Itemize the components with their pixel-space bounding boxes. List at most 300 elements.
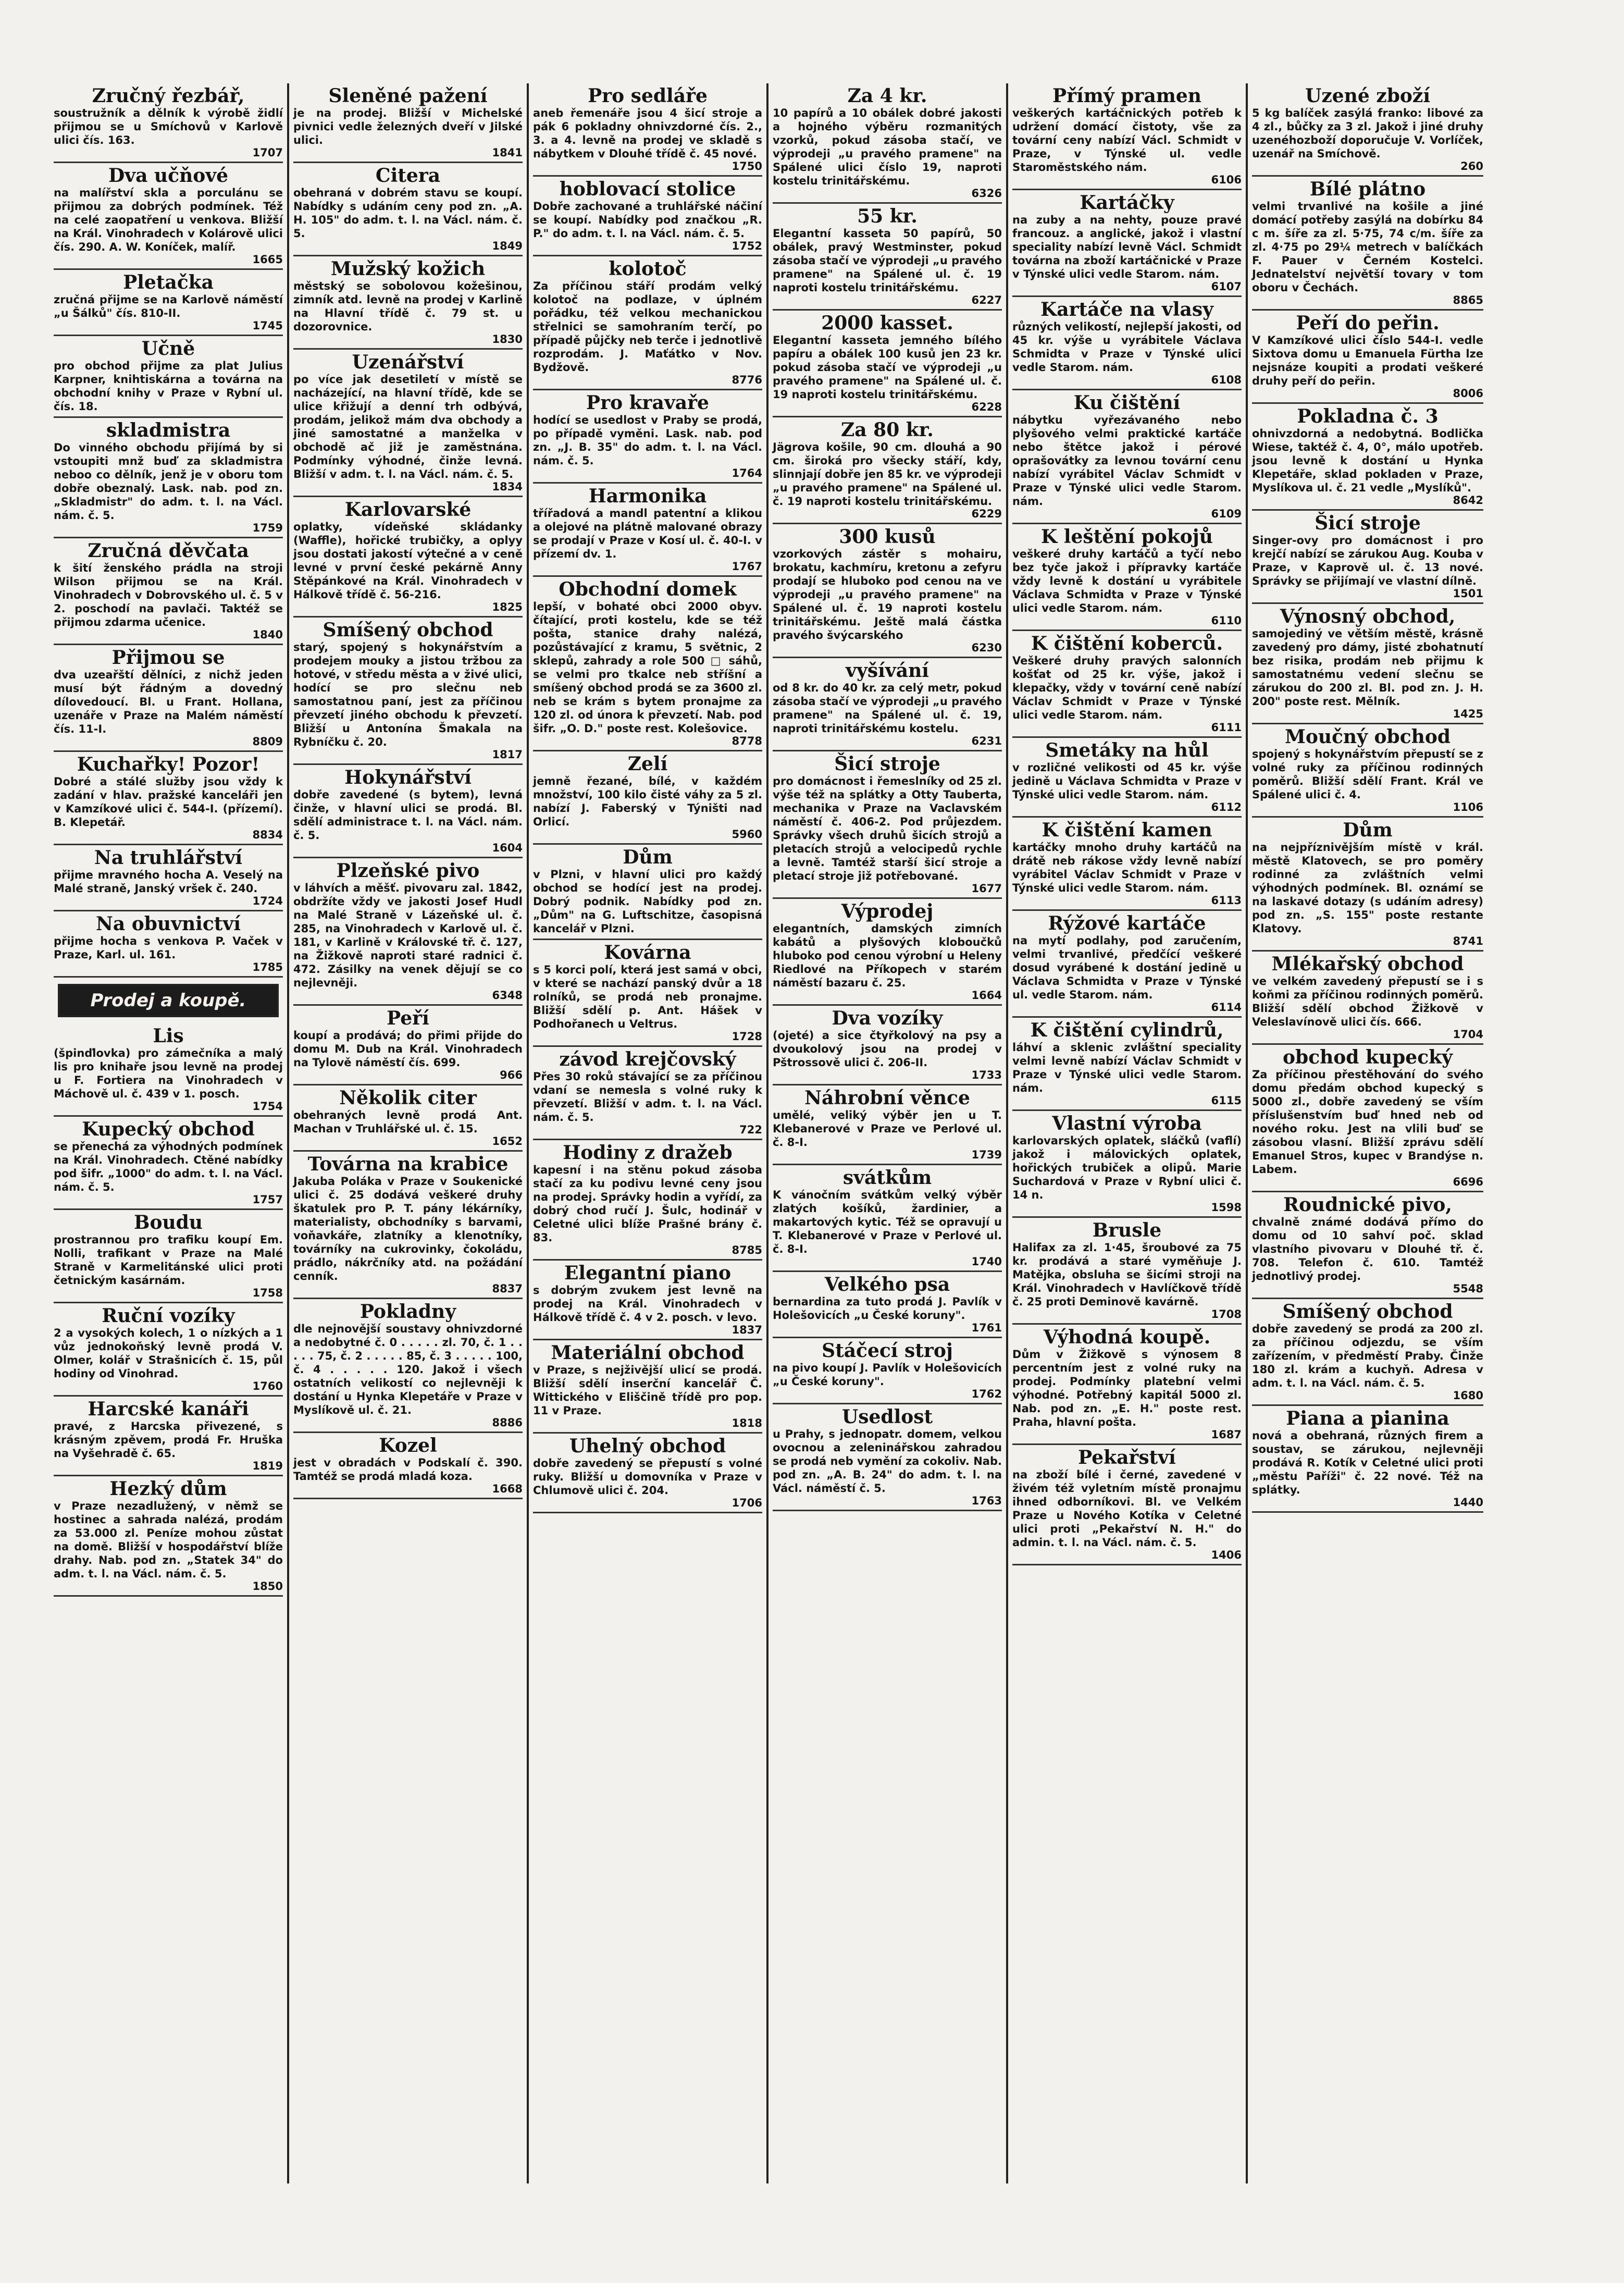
ad-number: 1849: [492, 240, 523, 252]
ad-number: 6106: [1211, 174, 1242, 186]
ad-number: 1754: [252, 1100, 283, 1113]
ad-title: Smetáky na hůl: [1045, 739, 1209, 761]
ad-text: Elegantní kasseta 50 papírů, 50 obálek, pravý Westminster, pokud zásoba stačí ve výprodeji „u pravého pramene" na Spálené ul. č. 19 naproti kostelu trinitářskému.: [773, 227, 1002, 294]
classified-ad: [773, 417, 1002, 524]
ad-number: 1665: [252, 253, 283, 266]
ad-text: pro domácnost i řemeslníky od 25 zl. výše též na splátky a Otty Tauberta, mechanika v Praze na Vaclavském náměstí č. 406-2. Pod průjezdem. Správky všech druhů šicích strojů a pletacích strojů a velocipedů rychle a levně. Tamtéž starší šicí stroje a pletací stroje již potřebované.: [773, 775, 1002, 882]
ad-text: různých velikostí, nejlepší jakosti, od 45 kr. výše u vyrábitele Václava Schmidta v Praze v Týnské ulici vedle Starom. nám.: [1012, 320, 1242, 374]
ad-number: 5960: [732, 828, 762, 841]
classified-ad: [533, 845, 762, 940]
ad-number: 1740: [971, 1255, 1002, 1268]
ad-number: 1739: [971, 1149, 1002, 1161]
ad-title: skladmistra: [106, 419, 231, 441]
ad-number: 1817: [492, 748, 523, 761]
classified-ad: [533, 751, 762, 845]
ad-title: hoblovací stolice: [559, 178, 736, 200]
ad-number: 1819: [252, 1460, 283, 1472]
ad-title: Hezký dům: [109, 1478, 227, 1500]
ad-text: Singer-ovy pro domácnost i pro krejčí nabízí se zárukou Aug. Kouba v Praze, v Kaprově ul. č. 13 nové. Správky se přijímají ve vlastní dílně.: [1252, 534, 1483, 587]
classified-ad: [773, 751, 1002, 899]
ad-title: Plzeňské pivo: [336, 860, 480, 882]
ad-title: Továrna na krabice: [307, 1153, 509, 1175]
ad-title: Přijmou se: [111, 647, 225, 669]
classified-ad: [1012, 1445, 1242, 1565]
ad-text: s 5 korci polí, která jest samá v obci, v které se nachází panský dvůr a 18 rolníků, se prodá neb pronajme. Bližší sdělí p. Ant. Hášek v Podhořanech u Veltrus.: [533, 964, 762, 1030]
ad-text: starý, spojený s hokynářstvím a prodejem mouky a jistou tržbou za hotové, v středu města a v živé ulici, hodící se pro slečnu neb samostatnou paní, jest za příčinou převzetí jiného obchodu k převzetí. Bližší u Antonína Šmakala na Rybníčku č. 20.: [293, 641, 523, 748]
ad-number: 1425: [1453, 708, 1483, 720]
ad-number: 6114: [1211, 1001, 1242, 1014]
ad-text: hodící se usedlost v Praby se prodá, po případě vyměni. Lask. nab. pod zn. „J. B. 35" do adm. t. l. na Václ. nám. č. 5.: [533, 414, 762, 467]
ad-number: 1840: [252, 628, 283, 641]
classified-ad: [533, 484, 762, 577]
ad-title: Dva vozíky: [832, 1007, 943, 1029]
ad-number: 1677: [971, 882, 1002, 895]
ad-number: 1750: [732, 160, 762, 172]
classified-ad: [293, 497, 523, 618]
ad-text: Halifax za zl. 1·45, šroubové za 75 kr. prodává a staré vyměňuje J. Matějka, obsluha se šicími stroji na Král. Vinohradech v Havlíčkově třídě č. 25 proti Deminově kavárně.: [1012, 1241, 1242, 1308]
classified-ad: [533, 83, 762, 177]
classified-ad: [1252, 83, 1483, 177]
ad-title: Materiální obchod: [551, 1342, 745, 1364]
ad-text: dobře zavedené (s bytem), levná činže, v hlavní ulici se prodá. Bl. sdělí administrace t. l. na Václ. nám. č. 5.: [293, 788, 523, 842]
ad-number: 6348: [492, 989, 523, 1002]
classified-ad: [1252, 1406, 1483, 1513]
classified-ad: [533, 1047, 762, 1140]
classified-ad: [293, 83, 523, 163]
ad-number: 6227: [971, 294, 1002, 306]
ad-text: velmi trvanlivé na košile a jiné domácí potřeby zasýlá na dobírku 84 c m. šíře za zl. 5·75, 74 c/m. šíře za zl. 4·75 po 29¼ metrech v balíčkách F. Pauer v Černém Kostelci. Jednatelství největší tovary v tom oboru v Čechách.: [1252, 200, 1483, 294]
ad-title: Lis: [153, 1025, 184, 1047]
ad-title: Bílé plátno: [1309, 178, 1426, 200]
ad-number: 966: [500, 1069, 523, 1081]
classified-ad: [1252, 311, 1483, 404]
ad-text: (ojeté) a sice čtyřkolový na psy a dvoukolový jsou na prodej v Pštrossově ulici č. 206-II.: [773, 1029, 1002, 1069]
ad-text: s dobrým zvukem jest levně na prodej na Král. Vinohradech v Hálkově třídě č. 4 v 2. posch. v levo.: [533, 1284, 762, 1324]
ad-number: 1763: [971, 1495, 1002, 1507]
ad-text: láhví a sklenic zvláštní speciality velmi levně nabízí Václav Schmidt v Praze v Týnské ulici vedle Starom. nám.: [1012, 1041, 1242, 1094]
ad-title: Pokladny: [359, 1301, 456, 1323]
ad-text: samojediný ve větším městě, krásně zavedený pro dámy, jisté zbohatnutí bez risika, prodám neb přijmu k samostatnému vedení slečnu se zárukou do 200 zl. Bl. pod zn. J. H. 200" poste rest. Mělník.: [1252, 627, 1483, 708]
classified-ad: [54, 1397, 283, 1476]
ad-number: 1825: [492, 601, 523, 613]
ad-title: Vlastní výroba: [1052, 1113, 1202, 1134]
classified-ad: [1012, 818, 1242, 911]
ad-number: 1818: [732, 1417, 762, 1429]
ad-text: elegantních, damských zimních kabátů a plyšových kloboučků hluboko pod cenou výrobní u Heleny Riedlové na Příkopech v starém náměstí bazaru č. 25.: [773, 922, 1002, 989]
classified-ad: [54, 1210, 283, 1303]
classified-ad: [1252, 1045, 1483, 1192]
ad-title: Usedlost: [841, 1406, 933, 1428]
classified-ad: [773, 1272, 1002, 1338]
classified-ad: [773, 899, 1002, 1006]
ad-title: Přímý pramen: [1052, 85, 1201, 107]
ad-text: nábytku vyřezávaného nebo plyšového velmi praktické kartáče nebo štětce jakož i pérové oprašovátky za levnou tovární cenu nabízí vyrábitel Václav Schmidt v Praze v Týnské ulici vedle Starom. nám.: [1012, 414, 1242, 508]
ad-number: 8741: [1453, 935, 1483, 947]
ad-text: vzorkových zástěr s mohairu, brokatu, kachmíru, kretonu a zefyru prodají se hluboko pod cenou na ve výprodeji „u pravého pramene" na Spálené ul. č. 19 naproti kostelu trinitářskému. Ještě malá částka pravého švýcarského: [773, 548, 1002, 641]
ad-title: závod krejčovský: [559, 1048, 736, 1070]
ad-title: Výnosný obchod,: [1280, 606, 1456, 627]
classified-ad: [293, 1433, 523, 1499]
ad-number: 6111: [1211, 721, 1242, 734]
ad-text: kapesní i na stěnu pokud zásoba stačí za ku podivu levné ceny jsou na prodej. Správky hodin a vyřídí, za dobrý chod ručí J. Šulc, hodinář v Celetné ulici blíže Prašné brány č. 83.: [533, 1164, 762, 1244]
ad-number: 6229: [971, 508, 1002, 520]
ad-number: 260: [1460, 160, 1483, 172]
classified-ad: [533, 1340, 762, 1434]
classified-ad: [1252, 604, 1483, 724]
classified-ad: [1012, 738, 1242, 818]
ad-title: Na truhlářství: [94, 847, 243, 869]
ad-text: pro obchod přijme za plat Julius Karpner, knihtiskárna a továrna na obchodní knihy v Praze v Rybní ul. čís. 18.: [54, 360, 283, 413]
classified-ad: [1012, 631, 1242, 738]
ad-text: je na prodej. Bližší v Michelské pivnici vedle železných dveří v Jilské ulici.: [293, 107, 523, 146]
classified-ad: [773, 524, 1002, 658]
classified-ad: [54, 645, 283, 752]
ad-number: 8886: [492, 1416, 523, 1429]
classified-ad: [533, 1140, 762, 1261]
ad-title: Citera: [375, 165, 441, 187]
newspaper-page: [49, 83, 1487, 2183]
classified-ad: [54, 1476, 283, 1597]
classified-ad: [773, 1165, 1002, 1272]
column-6: [1248, 83, 1487, 2183]
classified-ad: [54, 538, 283, 645]
ad-text: V Kamzíkové ulici číslo 544-I. vedle Sixtova domu u Emanuela Fürtha lze nejsnáze koupiti a prodati veškeré druhy peří do peřin.: [1252, 334, 1483, 387]
ad-number: 1761: [971, 1322, 1002, 1334]
ad-text: umělé, veliký výběr jen u T. Klebanerové v Praze ve Perlové ul. č. 8-I.: [773, 1109, 1002, 1149]
ad-number: 1850: [252, 1580, 283, 1593]
ad-title: Ku čištění: [1073, 392, 1181, 414]
ad-number: 8785: [732, 1244, 762, 1256]
ad-title: Výprodej: [841, 900, 934, 922]
ad-text: bernardina za tuto prodá J. Pavlík v Holešovicích „u České koruny".: [773, 1295, 1002, 1322]
classified-ad: [1012, 1325, 1242, 1445]
classified-ad: [1252, 952, 1483, 1045]
ad-number: 6107: [1211, 280, 1242, 293]
ad-number: 1664: [971, 989, 1002, 1002]
ad-text: jemně řezané, bílé, v každém množství, 100 kilo čisté váhy za 5 zl. nabízí J. Faberský v Týništi nad Orlicí.: [533, 775, 762, 828]
classified-ad: [54, 336, 283, 418]
ad-title: Na obuvnictví: [95, 913, 241, 935]
ad-text: Dům v Žižkově s výnosem 8 percentním jest z volné ruky na prodej. Podmínky platební velmi výhodné. Potřebný kapitál 5000 zl. Nab. pod zn. „E. H." poste rest. Praha, hlavní pošta.: [1012, 1348, 1242, 1428]
ad-text: Elegantní kasseta jemného bílého papíru a obálek 100 kusů jen 23 kr. pokud zásoba stačí ve výprodeji „u pravého pramene" na Spálené ul. č. 19 naproti kostelu trinitářskému.: [773, 334, 1002, 401]
ad-number: 6115: [1211, 1094, 1242, 1107]
ad-text: dobře zavedený se přepustí s volné ruky. Bližší u domovníka v Praze v Chlumově ulici č. 204.: [533, 1457, 762, 1497]
ad-number: 1708: [1211, 1308, 1242, 1321]
ad-title: Hokynářství: [344, 767, 472, 788]
ad-text: dle nejnovější soustavy ohnivzdorné a nedobytné č. 0 . . . . . zl. 70, č. 1 . . . . . 75, č. 2 . . . . . 85, č. 3 . . . . . 100, č. 4 . . . . . 120. Jakož i všech ostatních velikostí co nejlevněji k dostání u Hynka Klepetáře v Praze v Myslíkově ul. č. 21.: [293, 1323, 523, 1416]
ad-title: Pekařství: [1078, 1447, 1176, 1468]
ad-title: Dům: [1343, 819, 1393, 841]
ad-title: Karlovarské: [344, 499, 472, 521]
ad-number: 1724: [252, 895, 283, 907]
ad-text: na malířství skla a porculánu se přijmou za dobrých podmínek. Též na celé zaopatření u venkova. Bližší na Král. Vinohradech v Kolárově ulici čís. 290. A. W. Koníček, malíř.: [54, 187, 283, 253]
ad-text: třířadová a mandl patentní a klikou a olejové na plátně malované obrazy se prodají v Praze v Kosí ul. č. 40-I. v přízemí dv. 1.: [533, 507, 762, 560]
classified-ad: [293, 1085, 523, 1152]
ad-text: 2 a vysokých kolech, 1 o nízkých a 1 vůz jednokoňský levně prodá V. Olmer, kolář v Strašnicích č. 15, půl hodiny od Vinohrad.: [54, 1327, 283, 1380]
classified-ad: [773, 1338, 1002, 1404]
ad-text: zručná přijme se na Karlově náměstí „u Šálků" čís. 810-II.: [54, 293, 283, 319]
ad-number: 1440: [1453, 1496, 1483, 1509]
classified-ad: [533, 1434, 762, 1513]
ad-number: 6231: [971, 735, 1002, 747]
ad-text: Do vinného obchodu přijímá by si vstoupiti mnž buď za skladmistra neboo co dělník, jenž je v oboru tom dobře obeznalý. Lask. nab. pod zn. „Skladmistr" do adm. t. l. na Václ. nám. č. 5.: [54, 441, 283, 522]
ad-title: Uzené zboží: [1305, 85, 1431, 107]
classified-ad: [1252, 1192, 1483, 1299]
ad-title: Hodiny z dražeb: [563, 1142, 733, 1164]
ad-title: Kartáčky: [1080, 192, 1174, 214]
classified-ad: [773, 1085, 1002, 1165]
classified-ad: [1252, 404, 1483, 511]
ad-number: 6230: [971, 641, 1002, 654]
ad-title: vyšívání: [846, 660, 929, 682]
ad-number: 1687: [1211, 1428, 1242, 1441]
ad-number: 1758: [252, 1287, 283, 1299]
classified-ad: [1012, 1111, 1242, 1218]
classified-ad: [54, 163, 283, 270]
ad-text: 5 kg balíček zasýlá franko: libové za 4 zl., bůčky za 3 zl. Jakož i jiné druhy uzenéhozboží doporučuje V. Vorlíček, uzenář na Smíchově.: [1252, 107, 1483, 160]
ad-number: 1706: [732, 1497, 762, 1509]
ad-title: Elegantní piano: [564, 1262, 732, 1284]
ad-text: veškeré druhy kartáčů a tyčí nebo bez tyče jakož i přípravky kartáče vždy levně k dostání u vyrábitele Václava Schmidta v Praze v Týnské ulici vedle Starom. nám.: [1012, 548, 1242, 614]
column-2: [289, 83, 529, 2183]
classified-ad: [533, 256, 762, 390]
classified-ad: [1252, 511, 1483, 604]
classified-ad: [1012, 911, 1242, 1018]
ad-number: 8006: [1453, 387, 1483, 400]
ad-text: (špinďlovka) pro zámečníka a malý lis pro knihaře jsou levně na prodej u F. Fortiera na Vinohradech v Máchově ul. č. 439 v 1. posch.: [54, 1047, 283, 1100]
ad-number: 6228: [971, 401, 1002, 413]
ad-text: Za příčinou přestěhování do svého domu předám obchod kupecký s 5000 zl., dobře zavedený se vším příslušenstvím buď hned neb od nového roku. Jest na vlili buď se zásobou vlasní. Bližší zprávu sdělí Emanuel Stros, kupec v Brandýse n. Labem.: [1252, 1068, 1483, 1176]
ad-title: kolotoč: [609, 258, 687, 280]
ad-text: oplatky, vídeňské skládanky (Waffle), hořické trubičky, a oplyy jsou dostati jakostí výtečné a v ceně levné v první české pekárně Anny Stěpánkové na Král. Vinohradech v Hálkově třídě č. 56-216.: [293, 521, 523, 601]
ad-text: Dobře zachované a truhlářské náčiní se koupí. Nabídky pod značkou „R. P." do adm. t. l. na Václ. nám. č. 5.: [533, 200, 762, 240]
ad-number: 1106: [1453, 801, 1483, 813]
ad-title: Zručný řezbář,: [92, 85, 245, 107]
ad-text: v rozličné velikosti od 45 kr. výše jedině u Václava Schmidta v Praze v Týnské ulici vedle Starom. nám.: [1012, 761, 1242, 801]
classified-ad: [533, 940, 762, 1047]
classified-ad: [293, 1006, 523, 1085]
ad-title: K čištění koberců.: [1031, 633, 1223, 655]
ad-number: 1668: [492, 1483, 523, 1495]
classified-ad: [1012, 190, 1242, 297]
ad-title: Harmonika: [588, 485, 707, 507]
ad-title: Pletačka: [123, 272, 214, 293]
ad-text: obehraných levně prodá Ant. Machan v Truhlářské ul. č. 15.: [293, 1109, 523, 1135]
ad-number: 6696: [1453, 1176, 1483, 1188]
ad-number: 8834: [252, 829, 283, 841]
ad-title: Smíšený obchod: [323, 619, 493, 641]
ad-title: Uzenářství: [352, 351, 464, 373]
classified-ad: [54, 845, 283, 911]
ad-text: v Plzni, v hlavní ulici pro každý obchod se hodící jest na prodej. Dobrý podnik. Nabídky pod zn. „Dům" na G. Luftschitze, časopisná kancelář v Plzni.: [533, 868, 762, 935]
ad-number: 8642: [1453, 494, 1483, 507]
ad-title: Pokladna č. 3: [1297, 405, 1439, 427]
ad-number: 6112: [1211, 801, 1242, 813]
classified-ad: [1252, 1299, 1483, 1406]
ad-text: karlovarských oplatek, sláčků (vaflí) jakož i málovických oplatek, hořických trubiček a olipů. Marie Suchardová v Praze v Rybní ulici č. 14 n.: [1012, 1134, 1242, 1201]
ad-number: 1704: [1453, 1028, 1483, 1041]
ad-number: 8865: [1453, 294, 1483, 306]
classified-ad: [293, 858, 523, 1006]
ad-title: Dům: [623, 846, 673, 868]
ad-number: 1728: [732, 1030, 762, 1043]
ad-number: 5548: [1453, 1282, 1483, 1295]
classified-ad: [1012, 524, 1242, 631]
ad-title: Roudnické pivo,: [1283, 1194, 1452, 1216]
ad-number: 1834: [492, 480, 523, 493]
ad-number: 6326: [971, 187, 1002, 200]
ad-title: Výhodná koupě.: [1043, 1326, 1211, 1348]
ad-title: Peří: [387, 1007, 429, 1029]
ad-number: 1760: [252, 1380, 283, 1392]
classified-ad: [54, 83, 283, 163]
ad-text: na zboží bílé i černé, zavedené v živém též vyletním místě pronajmu ihned odborníkovi. Bl. ve Velkém Praze u Nového Kotíka v Celetné ulici proti „Pekařství N. H." do admin. t. l. na Václ. nám. č. 5.: [1012, 1468, 1242, 1549]
ad-number: 722: [739, 1124, 762, 1136]
ad-title: K leštění pokojů: [1041, 526, 1213, 548]
classified-ad: [773, 83, 1002, 204]
ad-text: nová a obehraná, různých firem a soustav, se zárukou, nejlevněji prodává R. Kotík v Celetné ulici proti „městu Paříži" č. 22 nové. Též na splátky.: [1252, 1429, 1483, 1496]
classified-ad: [54, 752, 283, 845]
ad-title: Za 80 kr.: [841, 419, 934, 441]
classified-ad: [1012, 1018, 1242, 1111]
ad-text: Za příčinou stáří prodám velký kolotoč na podlaze, v úplném pořádku, též velkou mechanickou střelnici se samohraním terčí, po případě půjčky neb terče i jednotlivě rozprodám. J. Maťátko v Nov. Bydžově.: [533, 280, 762, 374]
ad-title: svátkům: [842, 1167, 932, 1189]
ad-title: Mlékařský obchod: [1271, 953, 1464, 975]
classified-ad: [773, 1404, 1002, 1511]
classified-ad: [54, 1117, 283, 1210]
ad-title: 55 kr.: [857, 205, 918, 227]
ad-number: 6108: [1211, 374, 1242, 386]
classified-ad: [1012, 1218, 1242, 1325]
ad-number: 1598: [1211, 1201, 1242, 1214]
ad-text: k šití ženského prádla na stroji Wilson přijmou se na Král. Vinohradech v Dobrovského ul. č. 5 v 2. poschodí na pavlači. Taktéž se přijmou zdarma učenice.: [54, 562, 283, 628]
ad-number: 6113: [1211, 894, 1242, 907]
ad-number: 1707: [252, 146, 283, 159]
ad-title: Kozel: [379, 1435, 437, 1457]
classified-ad: [1252, 177, 1483, 311]
ad-text: na pivo koupí J. Pavlík v Holešovicích „u České koruny".: [773, 1362, 1002, 1388]
section-banner: Prodej a koupě.: [58, 984, 279, 1017]
ad-title: Kuchařky! Pozor!: [77, 754, 260, 775]
ad-title: obchod kupecký: [1283, 1046, 1453, 1068]
ad-text: kartáčky mnoho druhy kartáčů na drátě neb rákose vždy levně nabízí vyrábitel Václav Schmidt v Praze v Týnské ulici vedle Starom. nám.: [1012, 841, 1242, 894]
ad-text: pravé, z Harcska přivezené, s krásným zpěvem, prodá Fr. Hruška na Vyšehradě č. 65.: [54, 1420, 283, 1460]
classified-ad: [1252, 724, 1483, 818]
ad-text: se přenechá za výhodných podmínek na Král. Vinohradech. Ctěné nabídky pod šifr. „1000" do adm. t. l. na Václ. nám. č. 5.: [54, 1140, 283, 1193]
ad-number: 1837: [732, 1324, 762, 1336]
ad-text: v láhvích a měšť. pivovaru zal. 1842, obdržíte vždy ve jakosti Josef Hudl na Malé Straně v Lázeňské ul. č. 285, na Vinohradech v Karlově ul. č. 181, v Karlině v Královské tř. č. 127, na Žižkově naproti staré radnici č. 472. Zásilky na venek dějují se co nejlevněji.: [293, 882, 523, 989]
ad-title: K čištění cylindrů,: [1030, 1019, 1224, 1041]
ad-title: Učně: [141, 338, 195, 360]
ad-number: 1752: [732, 240, 762, 252]
ad-number: 6109: [1211, 508, 1242, 520]
classified-ad: [533, 577, 762, 751]
column-3: [529, 83, 768, 2183]
ad-number: 1604: [492, 842, 523, 854]
ad-text: ve velkém zavedený přepustí se i s koňmi za příčinou rodinných poměrů. Bližší sdělí obchod Žižkově v Veleslavínově ulici čís. 666.: [1252, 975, 1483, 1028]
ad-title: Sleněné pažení: [328, 85, 488, 107]
ad-title: Zelí: [627, 753, 668, 775]
classified-ad: [1252, 818, 1483, 952]
ad-text: od 8 kr. do 40 kr. za celý metr, pokud zásoba stačí ve výprodeji „u pravého pramene" na Spálené ul. č. 19, naproti trinitářskému kostelu.: [773, 682, 1002, 735]
ad-title: Stáčecí stroj: [822, 1340, 953, 1362]
ad-text: jest v obradách v Podskalí č. 390. Tamtéž se prodá mladá koza.: [293, 1457, 523, 1483]
ad-text: na zuby a na nehty, pouze pravé francouz. a anglické, jakož i vlastní speciality nabízí levně Václ. Schmidt továrna na zboží kartáčnické v Praze v Týnské ulici vedle Starom. nám.: [1012, 214, 1242, 280]
ad-title: Pro sedláře: [588, 85, 708, 107]
ad-title: Kupecký obchod: [82, 1118, 255, 1140]
ad-title: Náhrobní věnce: [804, 1087, 970, 1109]
ad-text: Přes 30 roků stávající se za příčinou vdaní se nemesla s volné ruky k převzetí. Bližší v adm. t. l. na Václ. nám. č. 5.: [533, 1070, 762, 1124]
classified-ad: [293, 256, 523, 350]
classified-ad: [1012, 83, 1242, 190]
ad-title: Ruční vozíky: [102, 1305, 235, 1327]
ad-title: Kartáče na vlasy: [1040, 299, 1214, 320]
ad-text: městský se sobolovou kožešinou, zimník atd. levně na prodej v Karlině na Hlavní třídě č. 79 st. u dozorovnice.: [293, 280, 523, 333]
ad-number: 8837: [492, 1282, 523, 1295]
ad-number: 1406: [1211, 1549, 1242, 1561]
ad-title: 300 kusů: [839, 526, 936, 548]
ad-text: lepší, v bohaté obci 2000 obyv. čítající, proti kostelu, kde se též pošta, stanice drahy nalézá, pozůstávající z kramu, 5 světnic, 2 sklepů, zahrady a role 500 □ sáhů, se velmi pro tkalce neb stříšní a smíšený obchod prodá se za 3600 zl. neb se krám s bytem pronajme za 120 zl. od února k převzetí. Nab. pod šifr. „O. D." poste rest. Kolešovice.: [533, 600, 762, 735]
classified-ad: [293, 1152, 523, 1299]
classified-ad: [293, 1299, 523, 1433]
ad-number: 6110: [1211, 614, 1242, 627]
ad-text: po více jak desetiletí v místě se nacházející, na hlavní třídě, kde se ulice křižují a denní trh odbývá, prodám, jelikož mám dva obchody a jiné samostatné a manželka v obchodě ač již je zaměstnána. Podmínky výhodné, činže levná. Bližší v adm. t. l. na Václ. nám. č. 5.: [293, 373, 523, 480]
ad-text: koupí a prodává; do přimi přijde do domu M. Dub na Král. Vinohradech na Tylově náměstí čís. 699.: [293, 1029, 523, 1069]
classified-ad: [1012, 297, 1242, 390]
ad-number: 1680: [1453, 1389, 1483, 1402]
ad-title: Kovárna: [604, 942, 691, 964]
ad-title: Pro kravaře: [586, 392, 709, 414]
ad-text: Veškeré druhy pravých salonních košťat od 25 kr. výše, jakož i klepačky, vždy v tovární ceně nabízí Václav Schmidt v Praze v Týnské ulici vedle Starom. nám.: [1012, 655, 1242, 721]
ad-number: 1767: [732, 560, 762, 573]
ad-title: K čištění kamen: [1042, 819, 1212, 841]
ad-number: 1841: [492, 146, 523, 159]
ad-number: 1745: [252, 319, 283, 332]
ad-number: 1733: [971, 1069, 1002, 1081]
classified-ad: [54, 1303, 283, 1397]
ad-number: 1762: [971, 1388, 1002, 1400]
ad-text: dva uzeařští dělníci, z nichž jeden musí být řádným a dovedný dílovedoucí. Bl. u Frant. Hollana, uzenáře v Praze na Malém náměstí čís. 11-I.: [54, 669, 283, 735]
ad-number: 1652: [492, 1135, 523, 1147]
classified-ad: [533, 177, 762, 256]
ad-number: 1759: [252, 522, 283, 534]
classified-ad: [1012, 390, 1242, 524]
ad-title: Mužský kožich: [330, 258, 486, 280]
classified-ad: [533, 1261, 762, 1340]
ad-number: 1501: [1453, 587, 1483, 600]
column-1: [49, 83, 289, 2183]
ad-text: soustružník a dělník k výrobě židlí přijmou se u Smíchovů v Karlově ulici čís. 163.: [54, 107, 283, 146]
ad-title: Peří do peřin.: [1296, 312, 1440, 334]
classified-ad: [293, 163, 523, 256]
column-5: [1008, 83, 1248, 2183]
classified-ad: [54, 270, 283, 336]
classified-ad: [773, 311, 1002, 417]
ad-text: obehraná v dobrém stavu se koupí. Nabídky s udáním ceny pod zn. „A. H. 105" do adm. t. l. na Václ. nám. č. 5.: [293, 187, 523, 240]
ad-text: chvalně známé dodává přímo do domu od 10 sahví poč. sklad vlastního pivovaru v Dlouhé tř. č. 708. Telefon č. 610. Tamtéž jednotlivý prodej.: [1252, 1216, 1483, 1282]
ad-text: přijme hocha s venkova P. Vaček v Praze, Karl. ul. 161.: [54, 935, 283, 961]
classified-ad: [293, 618, 523, 765]
ad-title: Zručná děvčata: [88, 540, 249, 562]
ad-title: Moučný obchod: [1284, 726, 1451, 748]
ad-text: 10 papírů a 10 obálek dobré jakosti a hojného výběru rozmanitých vzorků, pokud zásoba stačí, ve výprodeji „u pravého pramene" na Spálené ulici číslo 19, naproti kostelu trinitářskému.: [773, 107, 1002, 187]
ad-number: 1764: [732, 467, 762, 479]
ad-text: ohnivzdorná a nedobytná. Bodlička Wiese, taktéž č. 4, 0°, málo upotřeb. jsou levně k dostání u Hynka Klepetáře, sklad pokladen v Praze, Myslíkova ul. č. 21 vedle „Myslíků".: [1252, 427, 1483, 494]
classified-ad: [54, 911, 283, 978]
ad-title: Obchodní domek: [559, 578, 737, 600]
ad-text: dobře zavedený se prodá za 200 zl. za příčinou odjezdu, se vším zařízením, v předměstí Praby. Činže 180 zl. krám a kuchyň. Adresa v adm. t. l. na Václ. nám. č. 5.: [1252, 1323, 1483, 1389]
ad-title: Boudu: [134, 1212, 203, 1233]
